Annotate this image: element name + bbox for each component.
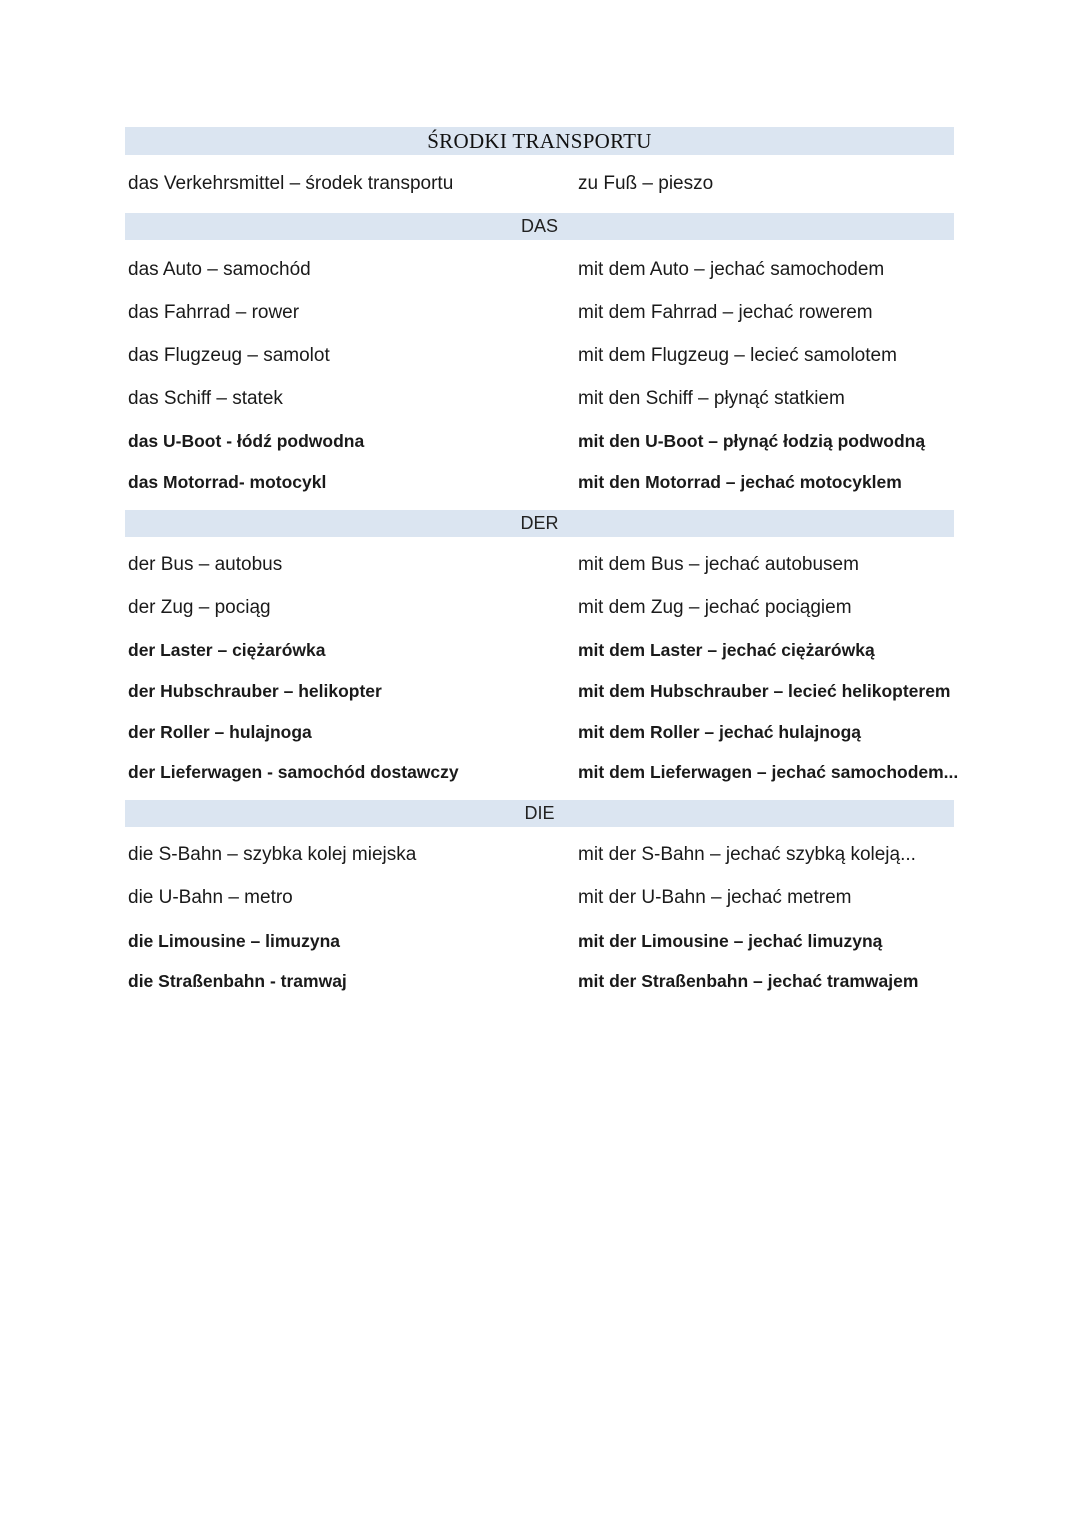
vocab-row — [0, 426, 1080, 456]
vocab-row — [0, 635, 1080, 665]
vocab-noun: der Bus – autobus — [128, 554, 283, 575]
vocab-phrase: mit den U-Boot – płynąć łodzią podwodną — [578, 431, 926, 451]
vocab-row — [0, 717, 1080, 747]
vocab-row — [0, 341, 1080, 371]
vocab-phrase: mit der Straßenbahn – jechać tramwajem — [578, 971, 919, 991]
vocab-noun: der Roller – hulajnoga — [128, 722, 312, 742]
vocab-row — [0, 550, 1080, 580]
vocab-phrase: mit dem Hubschrauber – lecieć helikopterem — [578, 681, 951, 701]
page-title: ŚRODKI TRANSPORTU — [427, 129, 652, 153]
vocab-phrase: mit der U-Bahn – jechać metrem — [578, 887, 852, 908]
vocab-row — [0, 384, 1080, 414]
vocab-row — [0, 966, 1080, 996]
vocab-noun: das Auto – samochód — [128, 259, 311, 280]
vocab-noun: das Schiff – statek — [128, 388, 283, 409]
vocab-noun: der Hubschrauber – helikopter — [128, 681, 382, 701]
vocab-phrase: mit dem Zug – jechać pociągiem — [578, 597, 852, 618]
vocab-noun: das Motorrad- motocykl — [128, 472, 327, 492]
vocab-noun: das U-Boot - łódź podwodna — [128, 431, 365, 451]
vocab-phrase: mit dem Auto – jechać samochodem — [578, 259, 885, 280]
vocab-noun: die Straßenbahn - tramwaj — [128, 971, 347, 991]
vocab-row — [0, 593, 1080, 623]
vocab-phrase: mit dem Bus – jechać autobusem — [578, 554, 859, 575]
vocab-row — [0, 298, 1080, 328]
vocab-row — [0, 757, 1080, 787]
vocab-phrase: mit dem Roller – jechać hulajnogą — [578, 722, 861, 742]
vocab-row — [0, 926, 1080, 956]
vocab-row — [0, 883, 1080, 913]
vocab-row — [0, 840, 1080, 870]
vocab-phrase: mit den Schiff – płynąć statkiem — [578, 388, 845, 409]
vocab-noun: die S-Bahn – szybka kolej miejska — [128, 844, 417, 865]
section-header-label: DIE — [524, 803, 555, 823]
vocab-noun: das Flugzeug – samolot — [128, 345, 330, 366]
vocab-phrase: mit dem Fahrrad – jechać rowerem — [578, 302, 873, 323]
vocab-phrase: mit dem Laster – jechać ciężarówką — [578, 640, 875, 660]
section-header-der — [125, 510, 954, 537]
vocab-phrase: mit dem Flugzeug – lecieć samolotem — [578, 345, 897, 366]
vocab-row — [0, 255, 1080, 285]
section-header-label: DAS — [520, 216, 558, 236]
vocab-noun: das Fahrrad – rower — [128, 302, 300, 323]
vocab-row — [0, 676, 1080, 706]
title-band — [125, 127, 954, 155]
intro-left: das Verkehrsmittel – środek transportu — [128, 173, 454, 194]
intro-row — [0, 169, 1080, 199]
vocab-row — [0, 467, 1080, 497]
vocab-noun: der Lieferwagen - samochód dostawczy — [128, 762, 459, 782]
vocab-phrase: mit der Limousine – jechać limuzyną — [578, 931, 883, 951]
vocab-phrase: mit der S-Bahn – jechać szybką koleją... — [578, 844, 916, 865]
vocab-noun: der Laster – ciężarówka — [128, 640, 326, 660]
vocab-noun: die Limousine – limuzyna — [128, 931, 340, 951]
vocab-phrase: mit den Motorrad – jechać motocyklem — [578, 472, 902, 492]
vocab-phrase: mit dem Lieferwagen – jechać samochodem... — [578, 762, 959, 782]
vocab-noun: der Zug – pociąg — [128, 597, 271, 618]
vocab-noun: die U-Bahn – metro — [128, 887, 293, 908]
section-header-die — [125, 800, 954, 827]
section-header-label: DER — [520, 513, 559, 533]
section-header-das — [125, 213, 954, 240]
intro-right: zu Fuß – pieszo — [578, 173, 714, 194]
